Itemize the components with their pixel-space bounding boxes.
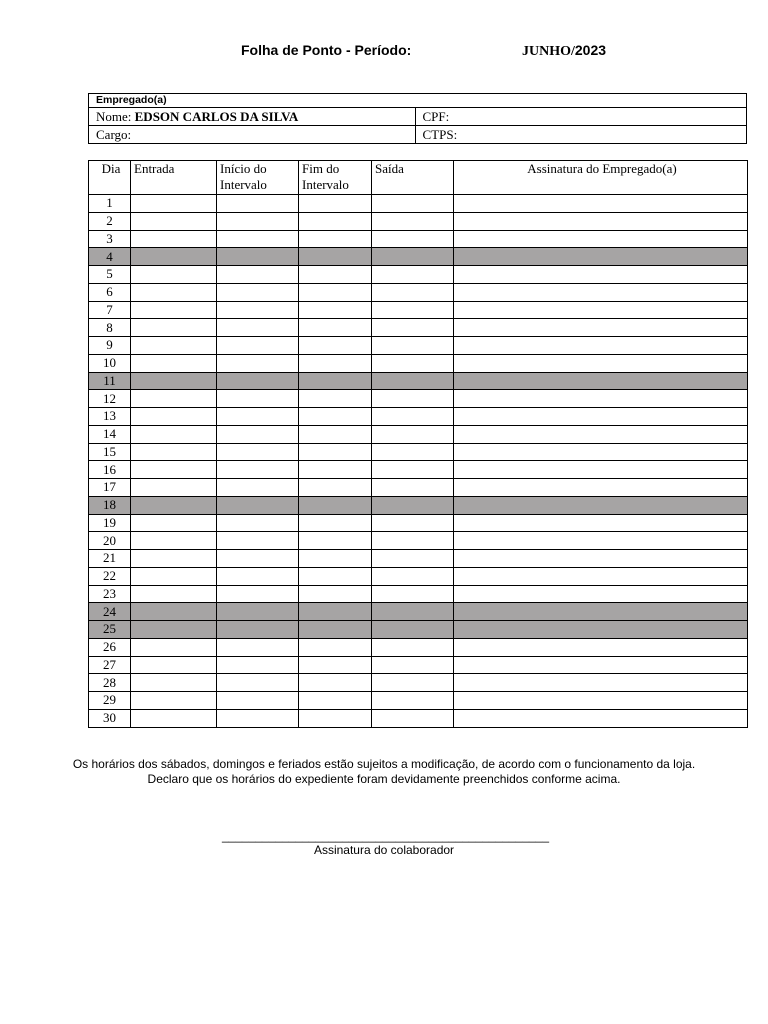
- break-end-cell[interactable]: [299, 496, 372, 514]
- entry-cell[interactable]: [131, 212, 217, 230]
- entry-cell[interactable]: [131, 195, 217, 213]
- day-row: [89, 248, 748, 266]
- signature-cell[interactable]: [454, 674, 748, 692]
- break-start-cell[interactable]: [217, 425, 299, 443]
- break-end-cell[interactable]: [299, 354, 372, 372]
- day-number-cell: 10: [89, 354, 131, 372]
- day-row: [89, 230, 748, 248]
- day-row: [89, 585, 748, 603]
- day-number-cell: 6: [89, 283, 131, 301]
- break-end-cell[interactable]: [299, 319, 372, 337]
- day-row: [89, 372, 748, 390]
- exit-cell[interactable]: [372, 585, 454, 603]
- entry-cell[interactable]: [131, 461, 217, 479]
- break-end-cell[interactable]: [299, 603, 372, 621]
- day-row: [89, 479, 748, 497]
- day-row: [89, 301, 748, 319]
- entry-cell[interactable]: [131, 372, 217, 390]
- exit-cell[interactable]: [372, 230, 454, 248]
- break-end-cell[interactable]: [299, 212, 372, 230]
- col-header-exit: Saída: [372, 161, 454, 195]
- entry-cell[interactable]: [131, 638, 217, 656]
- entry-cell[interactable]: [131, 496, 217, 514]
- day-number-cell: 7: [89, 301, 131, 319]
- day-number-cell: 15: [89, 443, 131, 461]
- exit-cell[interactable]: [372, 212, 454, 230]
- ctps-cell: [415, 126, 746, 144]
- break-start-cell[interactable]: [217, 638, 299, 656]
- break-start-cell[interactable]: [217, 585, 299, 603]
- signature-cell[interactable]: [454, 195, 748, 213]
- note-schedule-change: Os horários dos sábados, domingos e feriados estão sujeitos a modificação, de acordo com o funcionamento da loja.: [72, 757, 696, 771]
- break-start-cell[interactable]: [217, 212, 299, 230]
- day-number-cell: 20: [89, 532, 131, 550]
- exit-cell[interactable]: [372, 638, 454, 656]
- day-row: [89, 283, 748, 301]
- col-header-break-start: Início do Intervalo: [217, 161, 299, 195]
- break-end-cell[interactable]: [299, 425, 372, 443]
- day-row: [89, 408, 748, 426]
- day-row: [89, 461, 748, 479]
- day-number-cell: 21: [89, 550, 131, 568]
- break-end-cell[interactable]: [299, 283, 372, 301]
- break-start-cell[interactable]: [217, 514, 299, 532]
- day-row: [89, 390, 748, 408]
- cpf-label: CPF:: [422, 109, 450, 124]
- day-row: [89, 656, 748, 674]
- signature-cell[interactable]: [454, 337, 748, 355]
- exit-cell[interactable]: [372, 479, 454, 497]
- break-start-cell[interactable]: [217, 337, 299, 355]
- sheet-title: Folha de Ponto - Período:: [241, 42, 412, 58]
- entry-cell[interactable]: [131, 425, 217, 443]
- break-end-cell[interactable]: [299, 550, 372, 568]
- col-header-break-end: Fim do Intervalo: [299, 161, 372, 195]
- entry-cell[interactable]: [131, 550, 217, 568]
- entry-cell[interactable]: [131, 567, 217, 585]
- signature-cell[interactable]: [454, 248, 748, 266]
- day-number-cell: 17: [89, 479, 131, 497]
- day-number-cell: 23: [89, 585, 131, 603]
- cargo-cell: [89, 126, 416, 144]
- signature-cell[interactable]: [454, 443, 748, 461]
- exit-cell[interactable]: [372, 656, 454, 674]
- entry-cell[interactable]: [131, 674, 217, 692]
- break-start-cell[interactable]: [217, 372, 299, 390]
- signature-cell[interactable]: [454, 372, 748, 390]
- exit-cell[interactable]: [372, 354, 454, 372]
- break-start-cell[interactable]: [217, 354, 299, 372]
- signature-cell[interactable]: [454, 709, 748, 727]
- signature-cell[interactable]: [454, 532, 748, 550]
- day-row: [89, 709, 748, 727]
- day-row: [89, 674, 748, 692]
- entry-cell[interactable]: [131, 390, 217, 408]
- signature-cell[interactable]: [454, 390, 748, 408]
- day-row: [89, 319, 748, 337]
- entry-cell[interactable]: [131, 248, 217, 266]
- timesheet-body: [89, 195, 748, 728]
- break-end-cell[interactable]: [299, 301, 372, 319]
- break-start-cell[interactable]: [217, 532, 299, 550]
- day-number-cell: 5: [89, 266, 131, 284]
- period-year: 2023: [574, 42, 607, 58]
- day-number-cell: 14: [89, 425, 131, 443]
- day-row: [89, 603, 748, 621]
- signature-cell[interactable]: [454, 603, 748, 621]
- break-start-cell[interactable]: [217, 248, 299, 266]
- exit-cell[interactable]: [372, 248, 454, 266]
- signature-cell[interactable]: [454, 585, 748, 603]
- entry-cell[interactable]: [131, 266, 217, 284]
- entry-cell[interactable]: [131, 532, 217, 550]
- break-start-cell[interactable]: [217, 443, 299, 461]
- employee-name-cell: [89, 108, 416, 126]
- cargo-label: Cargo:: [96, 127, 132, 142]
- break-start-cell[interactable]: [217, 656, 299, 674]
- day-row: [89, 266, 748, 284]
- day-number-cell: 30: [89, 709, 131, 727]
- break-end-cell[interactable]: [299, 532, 372, 550]
- day-number-cell: 4: [89, 248, 131, 266]
- signature-cell[interactable]: [454, 354, 748, 372]
- exit-cell[interactable]: [372, 301, 454, 319]
- entry-cell[interactable]: [131, 354, 217, 372]
- break-end-cell[interactable]: [299, 638, 372, 656]
- break-end-cell[interactable]: [299, 621, 372, 639]
- break-end-cell[interactable]: [299, 674, 372, 692]
- exit-cell[interactable]: [372, 408, 454, 426]
- exit-cell[interactable]: [372, 674, 454, 692]
- day-number-cell: 13: [89, 408, 131, 426]
- exit-cell[interactable]: [372, 532, 454, 550]
- day-row: [89, 532, 748, 550]
- break-end-cell[interactable]: [299, 230, 372, 248]
- day-row: [89, 567, 748, 585]
- day-number-cell: 2: [89, 212, 131, 230]
- exit-cell[interactable]: [372, 372, 454, 390]
- signature-label: Assinatura do colaborador: [313, 843, 455, 857]
- break-end-cell[interactable]: [299, 585, 372, 603]
- day-number-cell: 28: [89, 674, 131, 692]
- day-row: [89, 496, 748, 514]
- exit-cell[interactable]: [372, 390, 454, 408]
- exit-cell[interactable]: [372, 266, 454, 284]
- signature-cell[interactable]: [454, 496, 748, 514]
- timesheet-header-row: [89, 161, 748, 195]
- entry-cell[interactable]: [131, 585, 217, 603]
- exit-cell[interactable]: [372, 692, 454, 710]
- day-number-cell: 27: [89, 656, 131, 674]
- break-start-cell[interactable]: [217, 266, 299, 284]
- day-row: [89, 337, 748, 355]
- break-start-cell[interactable]: [217, 461, 299, 479]
- entry-cell[interactable]: [131, 514, 217, 532]
- day-row: [89, 638, 748, 656]
- exit-cell[interactable]: [372, 425, 454, 443]
- day-number-cell: 9: [89, 337, 131, 355]
- day-number-cell: 26: [89, 638, 131, 656]
- entry-cell[interactable]: [131, 621, 217, 639]
- day-number-cell: 29: [89, 692, 131, 710]
- footer-note: [58, 757, 710, 787]
- exit-cell[interactable]: [372, 195, 454, 213]
- entry-cell[interactable]: [131, 319, 217, 337]
- day-number-cell: 12: [89, 390, 131, 408]
- signature-cell[interactable]: [454, 230, 748, 248]
- day-row: [89, 195, 748, 213]
- signature-cell[interactable]: [454, 461, 748, 479]
- signature-cell[interactable]: [454, 425, 748, 443]
- signature-cell[interactable]: [454, 692, 748, 710]
- period-label: [522, 42, 606, 60]
- signature-cell[interactable]: [454, 621, 748, 639]
- exit-cell[interactable]: [372, 283, 454, 301]
- day-number-cell: 3: [89, 230, 131, 248]
- entry-cell[interactable]: [131, 443, 217, 461]
- signature-cell[interactable]: [454, 212, 748, 230]
- day-row: [89, 550, 748, 568]
- break-end-cell[interactable]: [299, 514, 372, 532]
- signature-cell[interactable]: [454, 283, 748, 301]
- day-number-cell: 22: [89, 567, 131, 585]
- day-number-cell: 19: [89, 514, 131, 532]
- break-start-cell[interactable]: [217, 550, 299, 568]
- break-end-cell[interactable]: [299, 408, 372, 426]
- entry-cell[interactable]: [131, 283, 217, 301]
- break-end-cell[interactable]: [299, 567, 372, 585]
- signature-cell[interactable]: [454, 408, 748, 426]
- exit-cell[interactable]: [372, 319, 454, 337]
- break-end-cell[interactable]: [299, 692, 372, 710]
- exit-cell[interactable]: [372, 621, 454, 639]
- timesheet-table: [88, 160, 748, 728]
- col-header-day: Dia: [89, 161, 131, 195]
- entry-cell[interactable]: [131, 408, 217, 426]
- break-end-cell[interactable]: [299, 266, 372, 284]
- break-start-cell[interactable]: [217, 603, 299, 621]
- signature-cell[interactable]: [454, 319, 748, 337]
- break-end-cell[interactable]: [299, 337, 372, 355]
- signature-cell[interactable]: [454, 479, 748, 497]
- exit-cell[interactable]: [372, 709, 454, 727]
- break-end-cell[interactable]: [299, 443, 372, 461]
- break-start-cell[interactable]: [217, 479, 299, 497]
- break-end-cell[interactable]: [299, 709, 372, 727]
- break-start-cell[interactable]: [217, 567, 299, 585]
- break-start-cell[interactable]: [217, 301, 299, 319]
- signature-cell[interactable]: [454, 514, 748, 532]
- exit-cell[interactable]: [372, 443, 454, 461]
- day-row: [89, 425, 748, 443]
- day-row: [89, 514, 748, 532]
- break-end-cell[interactable]: [299, 461, 372, 479]
- day-number-cell: 1: [89, 195, 131, 213]
- signature-cell[interactable]: [454, 301, 748, 319]
- entry-cell[interactable]: [131, 692, 217, 710]
- day-number-cell: 24: [89, 603, 131, 621]
- break-start-cell[interactable]: [217, 621, 299, 639]
- day-row: [89, 692, 748, 710]
- day-number-cell: 11: [89, 372, 131, 390]
- break-end-cell[interactable]: [299, 248, 372, 266]
- signature-cell[interactable]: [454, 656, 748, 674]
- exit-cell[interactable]: [372, 461, 454, 479]
- signature-cell[interactable]: [454, 638, 748, 656]
- break-start-cell[interactable]: [217, 692, 299, 710]
- signature-cell[interactable]: [454, 266, 748, 284]
- name-label: Nome:: [96, 109, 132, 124]
- note-declaration: Declaro que os horários do expediente foram devidamente preenchidos conforme acima.: [147, 772, 621, 786]
- cpf-cell: [415, 108, 746, 126]
- exit-cell[interactable]: [372, 496, 454, 514]
- day-number-cell: 16: [89, 461, 131, 479]
- exit-cell[interactable]: [372, 567, 454, 585]
- break-end-cell[interactable]: [299, 195, 372, 213]
- break-start-cell[interactable]: [217, 674, 299, 692]
- break-start-cell[interactable]: [217, 319, 299, 337]
- signature-line: _________________________________________________: [222, 829, 550, 843]
- entry-cell[interactable]: [131, 656, 217, 674]
- day-number-cell: 18: [89, 496, 131, 514]
- ctps-label: CTPS:: [422, 127, 458, 142]
- break-end-cell[interactable]: [299, 372, 372, 390]
- signature-cell[interactable]: [454, 550, 748, 568]
- employee-info-table: [88, 93, 747, 144]
- name-value: EDSON CARLOS DA SILVA: [134, 109, 299, 124]
- exit-cell[interactable]: [372, 337, 454, 355]
- exit-cell[interactable]: [372, 514, 454, 532]
- entry-cell[interactable]: [131, 479, 217, 497]
- day-row: [89, 443, 748, 461]
- break-start-cell[interactable]: [217, 230, 299, 248]
- period-month: JUNHO/: [522, 44, 575, 59]
- entry-cell[interactable]: [131, 230, 217, 248]
- break-start-cell[interactable]: [217, 408, 299, 426]
- day-row: [89, 354, 748, 372]
- break-start-cell[interactable]: [217, 709, 299, 727]
- break-start-cell[interactable]: [217, 390, 299, 408]
- col-header-signature: Assinatura do Empregado(a): [454, 161, 748, 195]
- entry-cell[interactable]: [131, 709, 217, 727]
- day-number-cell: 8: [89, 319, 131, 337]
- day-row: [89, 621, 748, 639]
- break-end-cell[interactable]: [299, 479, 372, 497]
- break-end-cell[interactable]: [299, 656, 372, 674]
- employee-section-label: Empregado(a): [89, 94, 747, 108]
- break-start-cell[interactable]: [217, 283, 299, 301]
- exit-cell[interactable]: [372, 603, 454, 621]
- break-start-cell[interactable]: [217, 195, 299, 213]
- entry-cell[interactable]: [131, 337, 217, 355]
- exit-cell[interactable]: [372, 550, 454, 568]
- break-start-cell[interactable]: [217, 496, 299, 514]
- col-header-entry: Entrada: [131, 161, 217, 195]
- break-end-cell[interactable]: [299, 390, 372, 408]
- day-row: [89, 212, 748, 230]
- entry-cell[interactable]: [131, 301, 217, 319]
- entry-cell[interactable]: [131, 603, 217, 621]
- day-number-cell: 25: [89, 621, 131, 639]
- signature-cell[interactable]: [454, 567, 748, 585]
